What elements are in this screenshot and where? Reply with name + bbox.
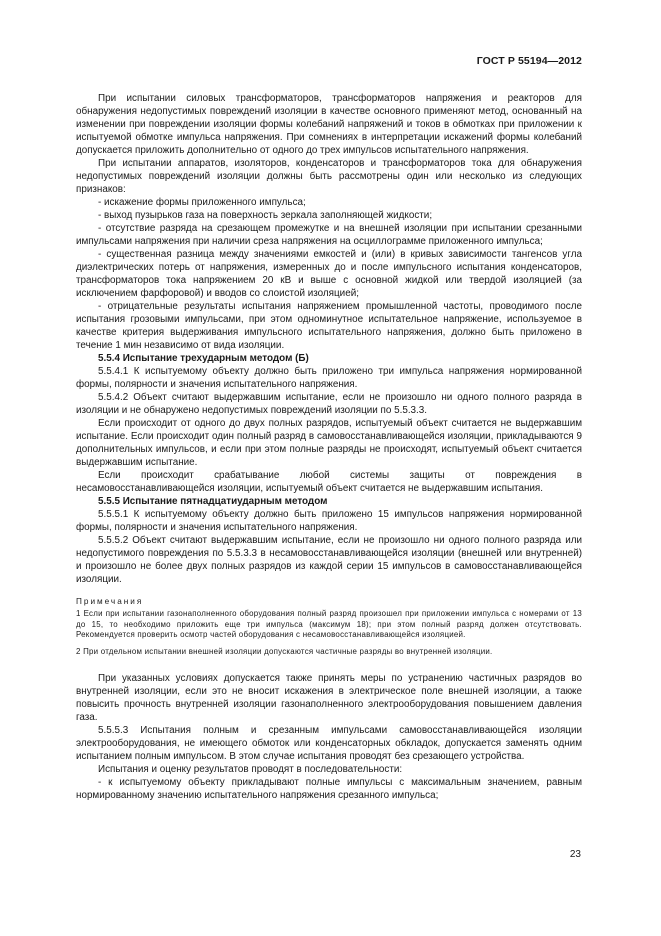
paragraph: При испытании аппаратов, изоляторов, конденсаторов и трансформаторов тока для обнаружения недопустимых повреждений изоляции должны быть рассмотрены один или несколько из следующих признаков: bbox=[76, 158, 582, 195]
note-item: 1 Если при испытании газонаполненного оборудования полный разряд произошел при приложении импульса с номерами от 13 до 15, то необходимо приложить еще три импульса (максимум 18); при этом полный разряд должен отсутствовать. Рекомендуется проверить осмотр частей оборудования с несамовосстанавливающейся изоляцией. bbox=[76, 609, 582, 640]
paragraph: При указанных условиях допускается также принять меры по устранению частичных разрядов во внутренней изоляции, если это не вносит искажения в электрическое поле внешней изоляции, а также повысить прочность внутренней изоляции газонаполненного электрооборудования повышением давления газа. bbox=[76, 672, 582, 723]
list-item: - искажение формы приложенного импульса; bbox=[98, 197, 306, 208]
paragraph: Если происходит от одного до двух полных разрядов, испытуемый объект считается не выдержавшим испытание. Если происходит один полный разряд в самовосстанавливающейся изоляции, прикладываются 9 дополнительных импульсов, и если при этом полные разряды не происходят, испытуемый объект считается выдержавшим испытание. bbox=[76, 418, 582, 468]
list-item: - к испытуемому объекту прикладывают полные импульсы с максимальным значением, равным нормированному значению испытательного напряжения срезанного импульса; bbox=[76, 776, 582, 801]
list-item: - существенная разница между значениями емкостей и (или) в кривых зависимости тангенсов угла диэлектрических потерь от напряжения, измеренных до и после импульсного испытания конденсаторов, трансформаторов тока напряжением 20 кВ и выше с основной жидкой или твердой изоляцией (за исключением фарфоровой) и вводов со слоистой изоляцией; bbox=[76, 249, 582, 299]
paragraph: 5.5.5.1 К испытуемому объекту должно быть приложено 15 импульсов напряжения нормированной формы, полярности и значения испытательного напряжения. bbox=[76, 509, 582, 533]
note-item: 2 При отдельном испытании внешней изоляции допускаются частичные разряды во внутренней изоляции. bbox=[76, 647, 493, 657]
list-item: - отсутствие разряда на срезающем промежутке и на внешней изоляции при испытании срезанными импульсами напряжения при наличии среза напряжения на осциллограмме приложенного импульса; bbox=[76, 223, 582, 247]
section-heading-5-5-5: 5.5.5 Испытание пятнадцатиударным методом bbox=[98, 496, 328, 507]
list-item: - отрицательные результаты испытания напряжением промышленной частоты, проводимого после испытания грозовыми импульсами, при этом одноминутное испытательное напряжение, используемое в качестве критерия выдерживания импульсного испытательного напряжения, должно быть приложено в течение 1 мин независимо от вида изоляции. bbox=[76, 301, 582, 351]
paragraph: 5.5.5.2 Объект считают выдержавшим испытание, если не произошло ни одного полного разряда или недопустимого повреждения по 5.5.3.3 в несамовосстанавливающейся изоляции (внешней или внутренней) и произошло не более двух полных разрядов из каждой серии 15 импульсов в самовосстанавливающейся изоляции. bbox=[76, 535, 582, 585]
paragraph: При испытании силовых трансформаторов, трансформаторов напряжения и реакторов для обнаружения недопустимых повреждений изоляции в качестве основного применяют метод, основанный на изменении при повреждении изоляции формы колебаний напряжений и токов в обмотках при приложении к испытуемой обмотке импульса напряжения. При сомнениях в интерпретации искажений формы колебаний допускается приложить дополнительно от одного до трех импульсов испытательного напряжения. bbox=[76, 93, 582, 156]
section-heading-5-5-4: 5.5.4 Испытание трехударным методом (Б) bbox=[98, 353, 309, 364]
notes-title: Примечания bbox=[76, 597, 144, 606]
page-number: 23 bbox=[569, 849, 581, 860]
paragraph: Испытания и оценку результатов проводят в последовательности: bbox=[98, 763, 403, 775]
paragraph: Если происходит срабатывание любой системы защиты от повреждения в несамовосстанавливающейся изоляции, испытуемый объект считается не выдержавшим испытания. bbox=[76, 470, 582, 494]
paragraph: 5.5.4.1 К испытуемому объекту должно быть приложено три импульса напряжения нормированной формы, полярности и значения испытательного напряжения. bbox=[76, 366, 582, 390]
paragraph: 5.5.5.3 Испытания полным и срезанным импульсами самовосстанавливающейся изоляции электрооборудования, не имеющего обмоток или конденсаторных обкладок, допускается заменять одним испытанием полным импульсом. В этом случае испытания проводят без срезающего устройства. bbox=[76, 724, 582, 762]
list-item: - выход пузырьков газа на поверхность зеркала заполняющей жидкости; bbox=[98, 210, 433, 221]
paragraph: 5.5.4.2 Объект считают выдержавшим испытание, если не произошло ни одного полного разряда в изоляции и не обнаружено недопустимых повреждений изоляции по 5.5.3.3. bbox=[76, 392, 582, 416]
document-header: ГОСТ Р 55194—2012 bbox=[476, 55, 582, 67]
document-body bbox=[76, 92, 582, 802]
